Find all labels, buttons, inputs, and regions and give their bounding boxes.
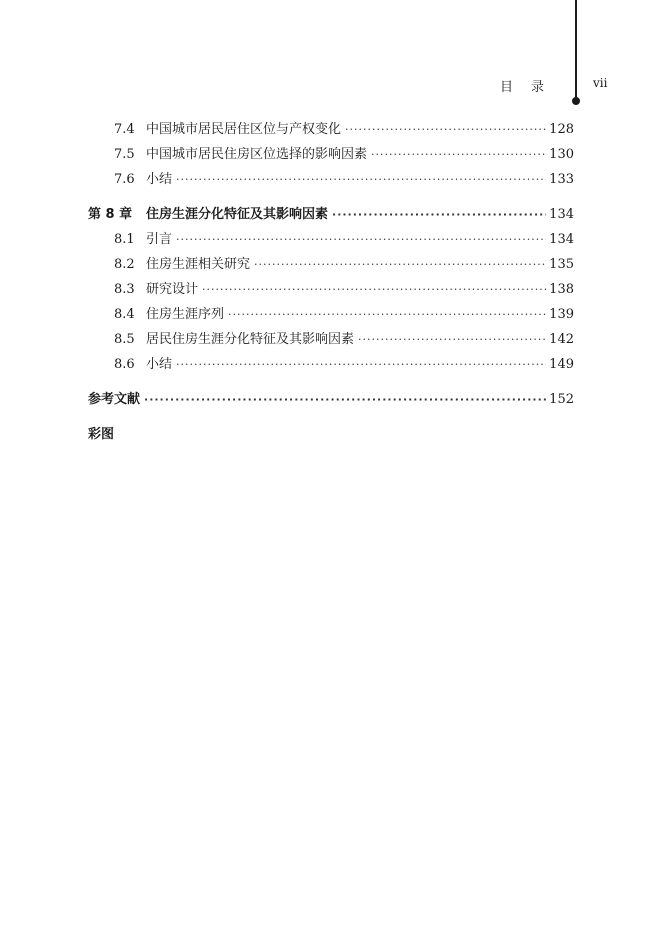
dot-leader: [358, 333, 546, 346]
dot-leader: [176, 233, 546, 246]
toc-references-page: 152: [549, 392, 574, 407]
dot-leader: [202, 283, 546, 296]
table-of-contents: [88, 118, 574, 448]
toc-entry-8-2[interactable]: [88, 253, 574, 278]
toc-entry-page: 130: [549, 147, 574, 162]
toc-entry-number: 8.6: [114, 357, 135, 372]
toc-entry-title: 小结: [146, 357, 173, 372]
toc-entry-number: 8.1: [114, 232, 135, 247]
toc-entry-8-4[interactable]: [88, 303, 574, 328]
toc-entry-number: 7.5: [114, 147, 135, 162]
dot-leader: [254, 258, 546, 271]
toc-entry-page: 133: [549, 172, 574, 187]
toc-references[interactable]: [88, 388, 574, 413]
toc-entry-page: 149: [549, 357, 574, 372]
toc-entry-number: 7.6: [114, 172, 135, 187]
toc-chapter-title: 住房生涯分化特征及其影响因素: [146, 207, 329, 222]
toc-entry-8-1[interactable]: [88, 228, 574, 253]
toc-color-plates-title: 彩图: [88, 427, 115, 442]
toc-entry-page: 134: [549, 232, 574, 247]
toc-entry-7-4[interactable]: [88, 118, 574, 143]
toc-entry-7-5[interactable]: [88, 143, 574, 168]
toc-entry-page: 138: [549, 282, 574, 297]
toc-entry-title: 研究设计: [146, 282, 199, 297]
dot-leader: [176, 173, 546, 186]
toc-entry-title: 居民住房生涯分化特征及其影响因素: [146, 332, 355, 347]
toc-entry-number: 8.4: [114, 307, 135, 322]
toc-entry-number: 8.3: [114, 282, 135, 297]
toc-entry-number: 7.4: [114, 122, 135, 137]
toc-entry-8-6[interactable]: [88, 353, 574, 378]
toc-chapter-8[interactable]: [88, 203, 574, 228]
toc-entry-title: 小结: [146, 172, 173, 187]
toc-references-title: 参考文献: [88, 392, 141, 407]
toc-entry-page: 135: [549, 257, 574, 272]
toc-chapter-number: 第 8 章: [88, 207, 133, 222]
toc-entry-8-5[interactable]: [88, 328, 574, 353]
dot-leader: [144, 393, 546, 406]
dot-leader: [176, 358, 546, 371]
header-vertical-rule: [575, 0, 577, 102]
toc-entry-7-6[interactable]: [88, 168, 574, 193]
toc-color-plates[interactable]: [88, 423, 574, 448]
dot-leader: [228, 308, 546, 321]
header-rule-dot: [572, 97, 580, 105]
toc-chapter-page: 134: [549, 207, 574, 222]
toc-entry-page: 142: [549, 332, 574, 347]
toc-entry-number: 8.5: [114, 332, 135, 347]
toc-entry-number: 8.2: [114, 257, 135, 272]
toc-entry-title: 住房生涯相关研究: [146, 257, 251, 272]
toc-entry-title: 引言: [146, 232, 173, 247]
dot-leader: [371, 148, 546, 161]
toc-entry-title: 中国城市居民住房区位选择的影响因素: [146, 147, 368, 162]
toc-entry-title: 住房生涯序列: [146, 307, 225, 322]
dot-leader: [345, 123, 546, 136]
toc-entry-page: 139: [549, 307, 574, 322]
toc-entry-page: 128: [549, 122, 574, 137]
running-header-title: 目录: [500, 80, 563, 95]
dot-leader: [332, 208, 546, 221]
toc-entry-8-3[interactable]: [88, 278, 574, 303]
running-header-page-number: vii: [593, 76, 608, 90]
toc-entry-title: 中国城市居民居住区位与产权变化: [146, 122, 342, 137]
